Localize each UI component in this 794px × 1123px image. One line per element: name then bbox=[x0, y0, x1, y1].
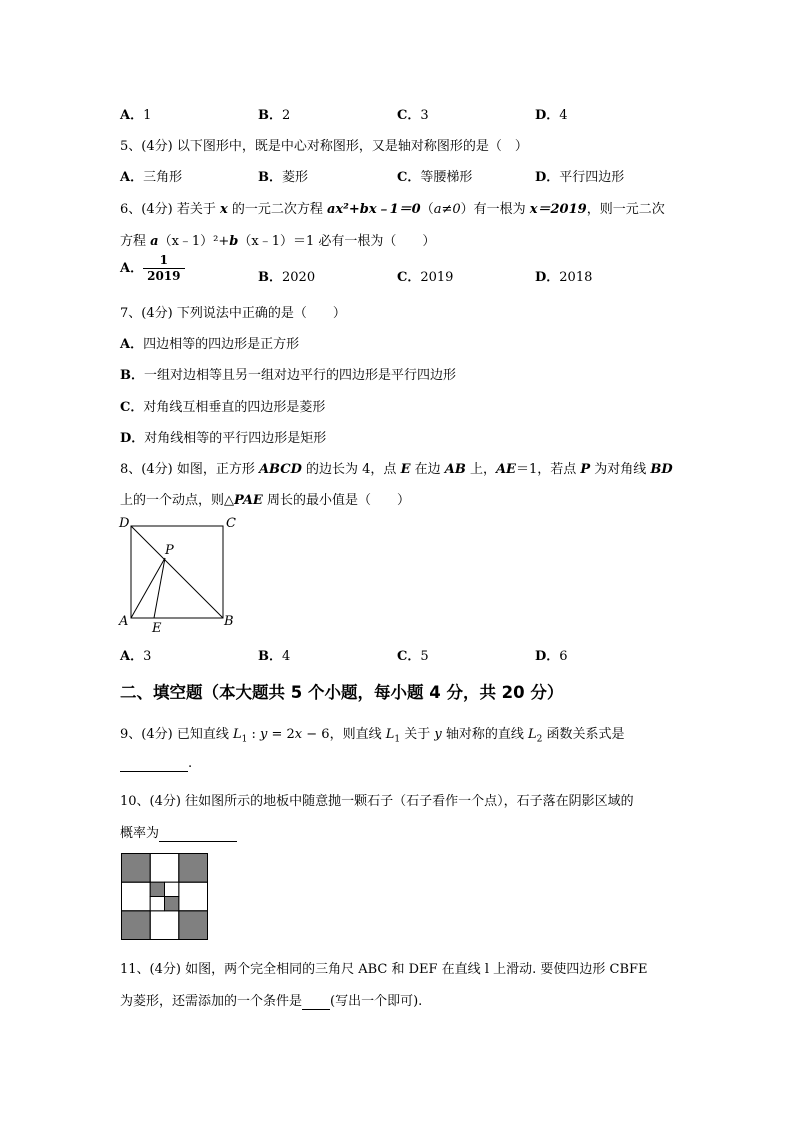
q6-option-a: A． $\frac{1}{2019}$ bbox=[120, 253, 185, 284]
q8-option-c: C．5 bbox=[397, 649, 429, 664]
q4-option-c: C．3 bbox=[397, 108, 429, 123]
q5-stem: 5、(4分) 以下图形中，既是中心对称图形，又是轴对称图形的是（ ） bbox=[120, 139, 528, 154]
q6-option-c: C．2019 bbox=[397, 270, 454, 285]
q8-square-figure bbox=[115, 512, 245, 637]
small-tile-3 bbox=[150, 897, 164, 911]
q7-option-a: A．四边相等的四边形是正方形 bbox=[120, 337, 300, 352]
q7-option-d: D．对角线相等的平行四边形是矩形 bbox=[120, 431, 327, 446]
q8-option-d: D．6 bbox=[535, 649, 568, 664]
label-e: E bbox=[152, 621, 162, 636]
shaded-small-tile-1 bbox=[150, 882, 164, 896]
shaded-small-tile-4 bbox=[165, 897, 179, 911]
q4-option-a: A．1 bbox=[120, 108, 152, 123]
q4-option-d: D．4 bbox=[535, 108, 568, 123]
section-title-fill-blanks: 二、填空题（本大题共 5 个小题，每小题 4 分，共 20 分） bbox=[120, 683, 564, 702]
label-p: P bbox=[165, 543, 174, 558]
q7-option-b: B．一组对边相等且另一组对边平行的四边形是平行四边形 bbox=[120, 368, 457, 383]
label-d: D bbox=[119, 516, 130, 531]
shaded-tile-top-left bbox=[122, 854, 151, 883]
q6-option-b: B．2020 bbox=[258, 270, 316, 285]
shaded-tile-top-right bbox=[179, 854, 208, 883]
q6-stem-line2: 方程 a（x﹣1）²+b（x﹣1）＝1 必有一根为（ ） bbox=[120, 234, 436, 249]
q11-answer-blank[interactable] bbox=[302, 994, 330, 1010]
q5-option-b: B．菱形 bbox=[258, 170, 309, 185]
q10-floor-tiles-figure bbox=[121, 853, 208, 940]
q8-option-b: B．4 bbox=[258, 649, 291, 664]
q11-stem-line1: 11、(4分) 如图，两个完全相同的三角尺 ABC 和 DEF 在直线 l 上滑动. 要使四边形 CBFE bbox=[120, 962, 648, 977]
label-a: A bbox=[119, 614, 129, 629]
q7-option-c: C．对角线互相垂直的四边形是菱形 bbox=[120, 400, 326, 415]
q10-answer-blank[interactable] bbox=[159, 826, 237, 842]
q8-stem-line2: 上的一个动点，则△PAE 周长的最小值是（ ） bbox=[120, 493, 410, 508]
q6-option-d: D．2018 bbox=[535, 270, 593, 285]
q5-option-a: A．三角形 bbox=[120, 170, 183, 185]
q8-stem-line1: 8、(4分) 如图，正方形 ABCD 的边长为 4，点 E 在边 AB 上，AE＝1，若点 P 为对角线 BD bbox=[120, 462, 673, 477]
q6-fraction: $\frac{1}{2019}$ bbox=[143, 253, 184, 284]
q8-option-a: A．3 bbox=[120, 649, 152, 664]
q4-option-b: B．2 bbox=[258, 108, 291, 123]
q6-stem-line1: 6、(4分) 若关于 x 的一元二次方程 ax²+bx﹣1＝0（a≠0）有一根为 x＝2019，则一元二次 bbox=[120, 202, 665, 217]
shaded-tile-bottom-left bbox=[122, 911, 151, 940]
q5-option-d: D．平行四边形 bbox=[535, 170, 625, 185]
q5-option-c: C．等腰梯形 bbox=[397, 170, 473, 185]
q7-stem: 7、(4分) 下列说法中正确的是（ ） bbox=[120, 306, 346, 321]
diagonal-bd bbox=[131, 526, 223, 618]
q10-stem-line1: 10、(4分) 往如图所示的地板中随意抛一颗石子（石子看作一个点），石子落在阴影区域的 bbox=[120, 794, 634, 809]
shaded-tile-bottom-right bbox=[179, 911, 208, 940]
small-tile-2 bbox=[165, 882, 179, 896]
q9-answer-blank[interactable]: . bbox=[120, 756, 192, 772]
label-c: C bbox=[226, 516, 236, 531]
q10-stem-line2: 概率为 bbox=[120, 822, 237, 842]
q9-stem: 9、(4分) 已知直线 $L_1$ : y = 2x − 6，则直线 $L_1$ 关于 y 轴对称的直线 $L_2$ 函数关系式是 bbox=[120, 727, 625, 745]
q11-stem-line2: 为菱形，还需添加的一个条件是 (写出一个即可). bbox=[120, 994, 423, 1009]
label-b: B bbox=[224, 614, 234, 629]
